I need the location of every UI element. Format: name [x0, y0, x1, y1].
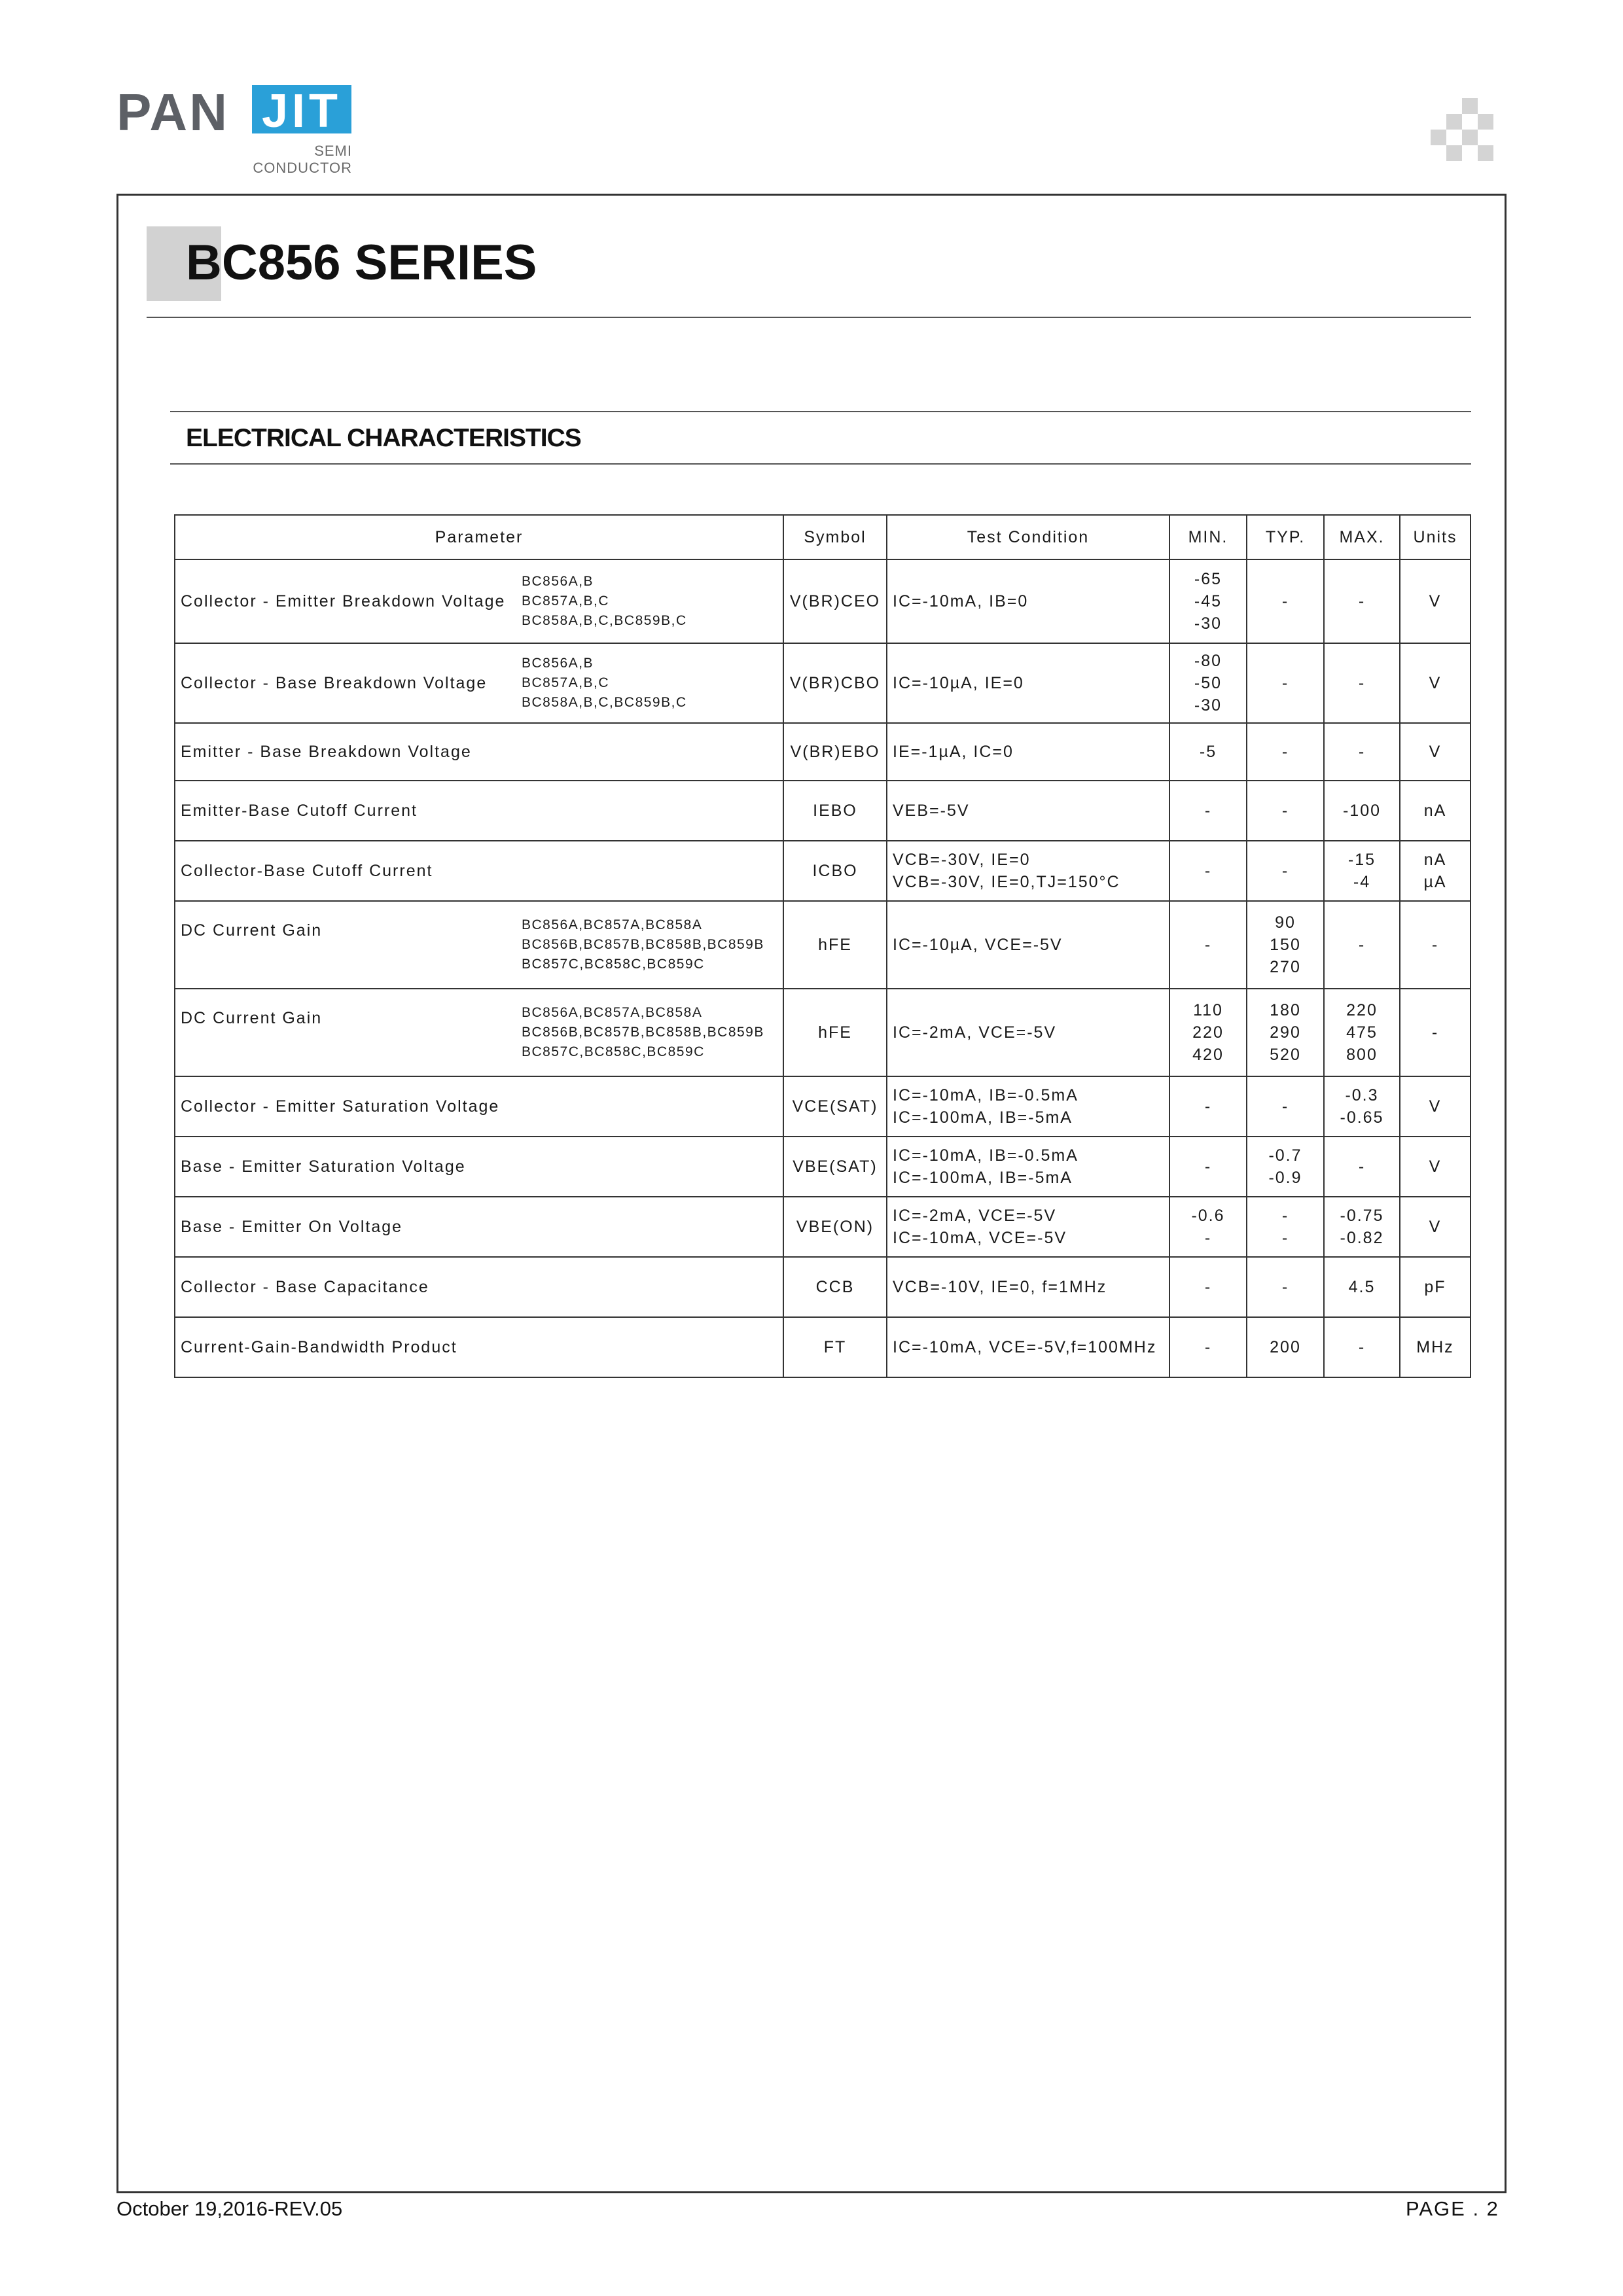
cell-units-line: V [1429, 1218, 1442, 1236]
cell-min-line: 220 [1192, 1023, 1224, 1042]
cell-max [1324, 781, 1400, 841]
section-rule-bottom [170, 463, 1471, 465]
cell-test-condition-line: IC=-10mA, IB=-0.5mA [893, 1086, 1079, 1104]
table-row [175, 781, 1471, 841]
cell-symbol: V(BR)EBO [783, 723, 887, 781]
cell-test-condition-line: VCB=-30V, IE=0 [893, 851, 1031, 869]
cell-test-condition [887, 1317, 1169, 1377]
cell-typ-line: 150 [1270, 936, 1301, 954]
cell-max-line: - [1358, 592, 1366, 610]
variant-line: BC857C,BC858C,BC859C [522, 1044, 705, 1059]
cell-test-condition-line: VCB=-30V, IE=0,TJ=150°C [893, 873, 1120, 891]
cell-symbol: VCE(SAT) [783, 1076, 887, 1137]
cell-typ [1247, 989, 1324, 1076]
cell-typ-line: - [1281, 802, 1289, 820]
cell-test-condition [887, 781, 1169, 841]
cell-min-line: -65 [1194, 570, 1222, 588]
cell-variants [522, 1257, 783, 1317]
cell-max-line: 475 [1346, 1023, 1378, 1042]
cell-typ [1247, 781, 1324, 841]
cell-test-condition-line: IC=-10mA, VCE=-5V,f=100MHz [893, 1338, 1157, 1356]
cell-units [1400, 901, 1471, 989]
cell-test-condition-line: VCB=-10V, IE=0, f=1MHz [893, 1278, 1107, 1296]
variant-line: BC856B,BC857B,BC858B,BC859B [522, 1025, 764, 1040]
table-row [175, 559, 1471, 643]
cell-max [1324, 989, 1400, 1076]
variant-line: BC856B,BC857B,BC858B,BC859B [522, 937, 764, 952]
cell-parameter: Base - Emitter Saturation Voltage [175, 1137, 522, 1197]
header-parameter: Parameter [175, 515, 783, 559]
cell-units [1400, 1317, 1471, 1377]
cell-symbol: FT [783, 1317, 887, 1377]
cell-min-line: - [1204, 802, 1212, 820]
cell-variants [522, 841, 783, 901]
cell-units [1400, 1257, 1471, 1317]
variant-line: BC857A,B,C [522, 675, 610, 690]
cell-units-line: nA [1423, 851, 1447, 869]
cell-test-condition [887, 559, 1169, 643]
cell-typ [1247, 643, 1324, 723]
cell-parameter: Collector-Base Cutoff Current [175, 841, 522, 901]
cell-max [1324, 1137, 1400, 1197]
cell-min-line: - [1204, 1157, 1212, 1176]
cell-typ-line: - [1281, 862, 1289, 880]
cell-max-line: -15 [1347, 851, 1376, 869]
cell-min-line: -0.6 [1191, 1207, 1225, 1225]
header-max: MAX. [1324, 515, 1400, 559]
cell-variants [522, 1076, 783, 1137]
cell-units-line: - [1431, 1023, 1439, 1042]
cell-max-line: -4 [1353, 873, 1371, 891]
cell-typ-line: 180 [1270, 1001, 1301, 1019]
cell-typ [1247, 1257, 1324, 1317]
cell-test-condition [887, 1197, 1169, 1257]
variant-line: BC856A,B [522, 574, 594, 589]
cell-units-line: V [1429, 674, 1442, 692]
variant-line: BC857C,BC858C,BC859C [522, 957, 705, 972]
cell-typ [1247, 1197, 1324, 1257]
cell-min [1169, 1137, 1247, 1197]
cell-symbol: VBE(ON) [783, 1197, 887, 1257]
cell-parameter: Collector - Emitter Saturation Voltage [175, 1076, 522, 1137]
cell-symbol: IEBO [783, 781, 887, 841]
table-header-row [175, 515, 1471, 559]
cell-max-line: - [1358, 1157, 1366, 1176]
cell-max-line: - [1358, 1338, 1366, 1356]
table-row [175, 901, 1471, 989]
cell-min [1169, 989, 1247, 1076]
cell-min [1169, 1197, 1247, 1257]
cell-test-condition [887, 643, 1169, 723]
cell-min [1169, 1257, 1247, 1317]
cell-test-condition-line: IC=-2mA, VCE=-5V [893, 1207, 1057, 1225]
cell-max [1324, 1257, 1400, 1317]
cell-units [1400, 1076, 1471, 1137]
cell-max-line: - [1358, 743, 1366, 761]
cell-parameter: Collector - Emitter Breakdown Voltage [175, 559, 522, 643]
cell-typ-line: 290 [1270, 1023, 1301, 1042]
cell-min [1169, 643, 1247, 723]
header-min: MIN. [1169, 515, 1247, 559]
cell-max-line: -100 [1342, 802, 1382, 820]
cell-typ-line: - [1281, 1097, 1289, 1116]
cell-parameter: Emitter-Base Cutoff Current [175, 781, 522, 841]
cell-typ-line: - [1281, 1278, 1289, 1296]
cell-symbol: VBE(SAT) [783, 1137, 887, 1197]
cell-units [1400, 559, 1471, 643]
logo-sub-conductor: CONDUCTOR [253, 160, 352, 176]
cell-units-line: µA [1423, 873, 1447, 891]
cell-variants [522, 1317, 783, 1377]
cell-parameter: Collector - Base Capacitance [175, 1257, 522, 1317]
cell-max-line: -0.82 [1340, 1229, 1384, 1247]
table-row [175, 1137, 1471, 1197]
cell-variants [522, 643, 783, 723]
table-row [175, 989, 1471, 1076]
cell-min-line: -30 [1194, 696, 1222, 715]
cell-test-condition [887, 723, 1169, 781]
cell-parameter: DC Current Gain [175, 989, 522, 1076]
footer-date-revision: October 19,2016-REV.05 [116, 2197, 343, 2220]
page-title: BC856 SERIES [186, 235, 537, 291]
cell-min-line: -50 [1194, 674, 1222, 692]
cell-typ-line: - [1281, 674, 1289, 692]
cell-max [1324, 559, 1400, 643]
cell-max [1324, 643, 1400, 723]
cell-symbol: hFE [783, 901, 887, 989]
header-test-condition: Test Condition [887, 515, 1169, 559]
cell-min-line: - [1204, 936, 1212, 954]
cell-symbol: CCB [783, 1257, 887, 1317]
cell-min-line: - [1204, 862, 1212, 880]
cell-test-condition-line: VEB=-5V [893, 802, 970, 820]
logo-sub-semi: SEMI [314, 143, 352, 159]
cell-min [1169, 841, 1247, 901]
cell-variants [522, 559, 783, 643]
cell-typ [1247, 723, 1324, 781]
title-rule [147, 317, 1471, 318]
cell-typ-line: 520 [1270, 1046, 1301, 1064]
cell-typ-line: - [1281, 1229, 1289, 1247]
cell-units-line: V [1429, 592, 1442, 610]
cell-units-line: V [1429, 1157, 1442, 1176]
cell-typ [1247, 1137, 1324, 1197]
cell-max [1324, 901, 1400, 989]
cell-variants [522, 781, 783, 841]
cell-typ [1247, 901, 1324, 989]
cell-parameter: Current-Gain-Bandwidth Product [175, 1317, 522, 1377]
cell-min-line: 420 [1192, 1046, 1224, 1064]
cell-min-line: 110 [1193, 1001, 1223, 1019]
cell-test-condition [887, 1257, 1169, 1317]
cell-max [1324, 1076, 1400, 1137]
cell-units-line: V [1429, 1097, 1442, 1116]
cell-test-condition-line: IC=-10mA, VCE=-5V [893, 1229, 1067, 1247]
cell-symbol: V(BR)CBO [783, 643, 887, 723]
cell-test-condition [887, 1076, 1169, 1137]
cell-typ-line: 200 [1270, 1338, 1301, 1356]
variant-line: BC858A,B,C,BC859B,C [522, 613, 687, 628]
cell-typ [1247, 1317, 1324, 1377]
cell-units [1400, 841, 1471, 901]
cell-max [1324, 1317, 1400, 1377]
table-row [175, 723, 1471, 781]
cell-variants [522, 901, 783, 989]
cell-units [1400, 643, 1471, 723]
cell-test-condition-line: IC=-10µA, IE=0 [893, 674, 1024, 692]
cell-typ [1247, 559, 1324, 643]
cell-parameter: Base - Emitter On Voltage [175, 1197, 522, 1257]
cell-variants [522, 723, 783, 781]
cell-units-line: MHz [1416, 1338, 1454, 1356]
cell-test-condition [887, 989, 1169, 1076]
cell-test-condition [887, 1137, 1169, 1197]
cell-max-line: -0.65 [1340, 1108, 1384, 1127]
cell-parameter: Collector - Base Breakdown Voltage [175, 643, 522, 723]
table-row [175, 1257, 1471, 1317]
cell-max [1324, 1197, 1400, 1257]
cell-symbol: hFE [783, 989, 887, 1076]
cell-min [1169, 559, 1247, 643]
cell-min-line: - [1204, 1338, 1212, 1356]
cell-max [1324, 841, 1400, 901]
cell-units [1400, 1137, 1471, 1197]
cell-symbol: ICBO [783, 841, 887, 901]
variant-line: BC856A,B [522, 656, 594, 671]
cell-typ-line: 270 [1270, 958, 1301, 976]
table-row [175, 1317, 1471, 1377]
footer-page-number: PAGE . 2 [1406, 2197, 1499, 2220]
cell-min-line: -80 [1194, 652, 1222, 670]
cell-units-line: V [1429, 743, 1442, 761]
table-row [175, 1076, 1471, 1137]
cell-symbol: V(BR)CEO [783, 559, 887, 643]
electrical-characteristics-table [174, 514, 1470, 1378]
logo-jit: JIT [252, 85, 351, 133]
cell-units-line: nA [1423, 802, 1447, 820]
variant-line: BC856A,BC857A,BC858A [522, 917, 703, 932]
cell-typ-line: 90 [1275, 913, 1296, 932]
section-title: ELECTRICAL CHARACTERISTICS [186, 424, 581, 452]
variant-line: BC857A,B,C [522, 593, 610, 609]
cell-typ-line: -0.9 [1268, 1169, 1302, 1187]
cell-test-condition-line: IC=-10µA, VCE=-5V [893, 936, 1063, 954]
cell-variants [522, 1137, 783, 1197]
header-units: Units [1400, 515, 1471, 559]
cell-variants [522, 1197, 783, 1257]
cell-units-line: - [1431, 936, 1439, 954]
variant-line: BC856A,BC857A,BC858A [522, 1005, 703, 1020]
cell-max-line: 800 [1346, 1046, 1378, 1064]
table-row [175, 841, 1471, 901]
cell-test-condition [887, 901, 1169, 989]
cell-variants [522, 989, 783, 1076]
header-symbol: Symbol [783, 515, 887, 559]
cell-min [1169, 1317, 1247, 1377]
variant-line: BC858A,B,C,BC859B,C [522, 695, 687, 710]
cell-typ [1247, 841, 1324, 901]
cell-min-line: -45 [1194, 592, 1222, 610]
cell-max-line: - [1358, 936, 1366, 954]
cell-units [1400, 989, 1471, 1076]
section-rule-top [170, 411, 1471, 412]
cell-test-condition [887, 841, 1169, 901]
cell-max-line: 4.5 [1348, 1278, 1376, 1296]
table-row [175, 1197, 1471, 1257]
cell-max-line: -0.75 [1340, 1207, 1384, 1225]
cell-max-line: -0.3 [1345, 1086, 1379, 1104]
cell-typ [1247, 1076, 1324, 1137]
cell-units [1400, 723, 1471, 781]
cell-typ-line: - [1281, 592, 1289, 610]
cell-min-line: - [1204, 1097, 1212, 1116]
cell-units-line: pF [1424, 1278, 1446, 1296]
cell-min-line: - [1204, 1278, 1212, 1296]
logo-pan: PAN [116, 83, 229, 141]
cell-max-line: 220 [1346, 1001, 1378, 1019]
cell-parameter: DC Current Gain [175, 901, 522, 989]
cell-min [1169, 781, 1247, 841]
cell-min [1169, 723, 1247, 781]
cell-test-condition-line: IC=-10mA, IB=0 [893, 592, 1029, 610]
cell-test-condition-line: IC=-100mA, IB=-5mA [893, 1169, 1073, 1187]
cell-max [1324, 723, 1400, 781]
cell-typ-line: - [1281, 1207, 1289, 1225]
cell-min-line: -5 [1199, 743, 1217, 761]
cell-test-condition-line: IC=-10mA, IB=-0.5mA [893, 1146, 1079, 1165]
cell-test-condition-line: IC=-2mA, VCE=-5V [893, 1023, 1057, 1042]
cell-units [1400, 1197, 1471, 1257]
cell-parameter: Emitter - Base Breakdown Voltage [175, 723, 522, 781]
cell-min-line: - [1204, 1229, 1212, 1247]
header-typ: TYP. [1247, 515, 1324, 559]
cell-min [1169, 901, 1247, 989]
cell-units [1400, 781, 1471, 841]
cell-max-line: - [1358, 674, 1366, 692]
cell-test-condition-line: IE=-1µA, IC=0 [893, 743, 1014, 761]
cell-typ-line: -0.7 [1268, 1146, 1302, 1165]
cell-test-condition-line: IC=-100mA, IB=-5mA [893, 1108, 1073, 1127]
cell-typ-line: - [1281, 743, 1289, 761]
cell-min [1169, 1076, 1247, 1137]
table-row [175, 643, 1471, 723]
cell-min-line: -30 [1194, 614, 1222, 633]
